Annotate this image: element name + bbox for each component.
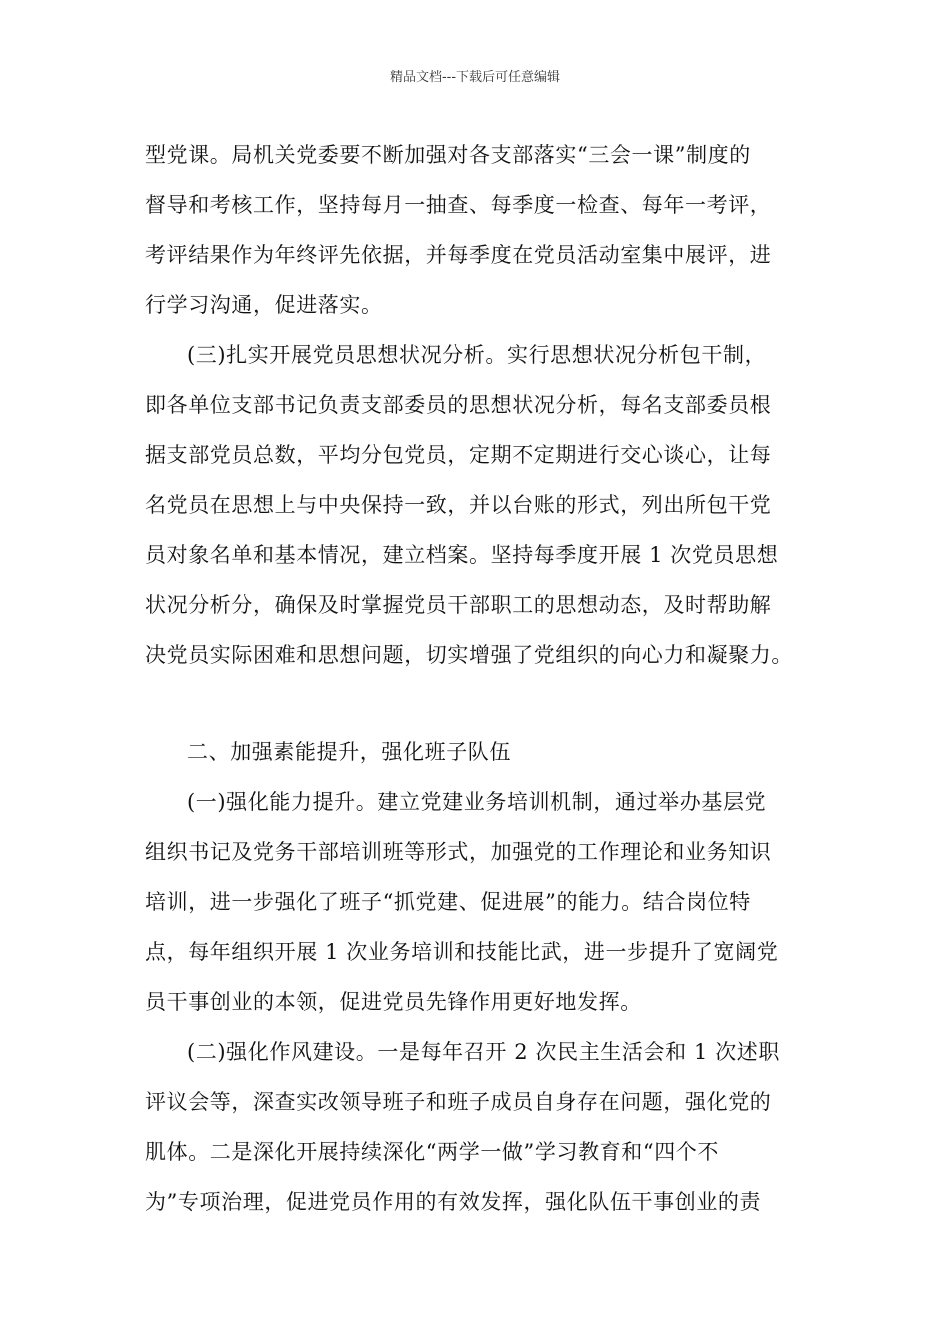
text-line: 点，每年组织开展 1 次业务培训和技能比武，进一步提升了宽阔党 bbox=[145, 940, 779, 964]
text-line: 员对象名单和基本情况，建立档案。坚持每季度开展 1 次党员思想 bbox=[145, 543, 779, 567]
section-spacer bbox=[145, 680, 815, 727]
paragraph-start-line: (二)强化作风建设。一是每年召开 2 次民主生活会和 1 次述职 bbox=[187, 1040, 781, 1064]
text-line: 督导和考核工作，坚持每月一抽查、每季度一检查、每年一考评， bbox=[145, 193, 772, 217]
text-line: 组织书记及党务干部培训班等形式，加强党的工作理论和业务知识 bbox=[145, 840, 772, 864]
text-line: 名党员在思想上与中央保持一致，并以台账的形式，列出所包干党 bbox=[145, 493, 772, 517]
text-line: 员干事创业的本领，促进党员先锋作用更好地发挥。 bbox=[145, 990, 642, 1014]
text-line: 决党员实际困难和思想问题，切实增强了党组织的向心力和凝聚力。 bbox=[145, 643, 793, 667]
text-line: 据支部党员总数，平均分包党员，定期不定期进行交心谈心，让每 bbox=[145, 443, 772, 467]
text-line: 肌体。二是深化开展持续深化“两学一做”学习教育和“四个不 bbox=[145, 1140, 720, 1164]
text-line: 培训，进一步强化了班子“抓党建、促进展”的能力。结合岗位特 bbox=[145, 890, 751, 914]
text-line: 考评结果作为年终评先依据，并每季度在党员活动室集中展评，进 bbox=[145, 243, 772, 267]
paragraph-start-line: (一)强化能力提升。建立党建业务培训机制，通过举办基层党 bbox=[187, 790, 767, 814]
text-line: 即各单位支部书记负责支部委员的思想状况分析，每名支部委员根 bbox=[145, 393, 772, 417]
text-line: 为”专项治理，促进党员作用的有效发挥，强化队伍干事创业的责 bbox=[145, 1190, 762, 1214]
text-line: 行学习沟通，促进落实。 bbox=[145, 293, 383, 317]
text-line: 型党课。局机关党委要不断加强对各支部落实“三会一课”制度的 bbox=[145, 143, 751, 167]
section-heading: 二、加强素能提升，强化班子队伍 bbox=[187, 740, 511, 764]
text-line: 评议会等，深查实改领导班子和班子成员自身存在问题，强化党的 bbox=[145, 1090, 772, 1114]
text-line: 状况分析分，确保及时掌握党员干部职工的思想动态，及时帮助解 bbox=[145, 593, 772, 617]
paragraph-start-line: (三)扎实开展党员思想状况分析。实行思想状况分析包干制， bbox=[187, 343, 767, 367]
document-body bbox=[145, 130, 815, 1227]
page-header: 精品文档---下载后可任意编辑 bbox=[389, 70, 561, 85]
